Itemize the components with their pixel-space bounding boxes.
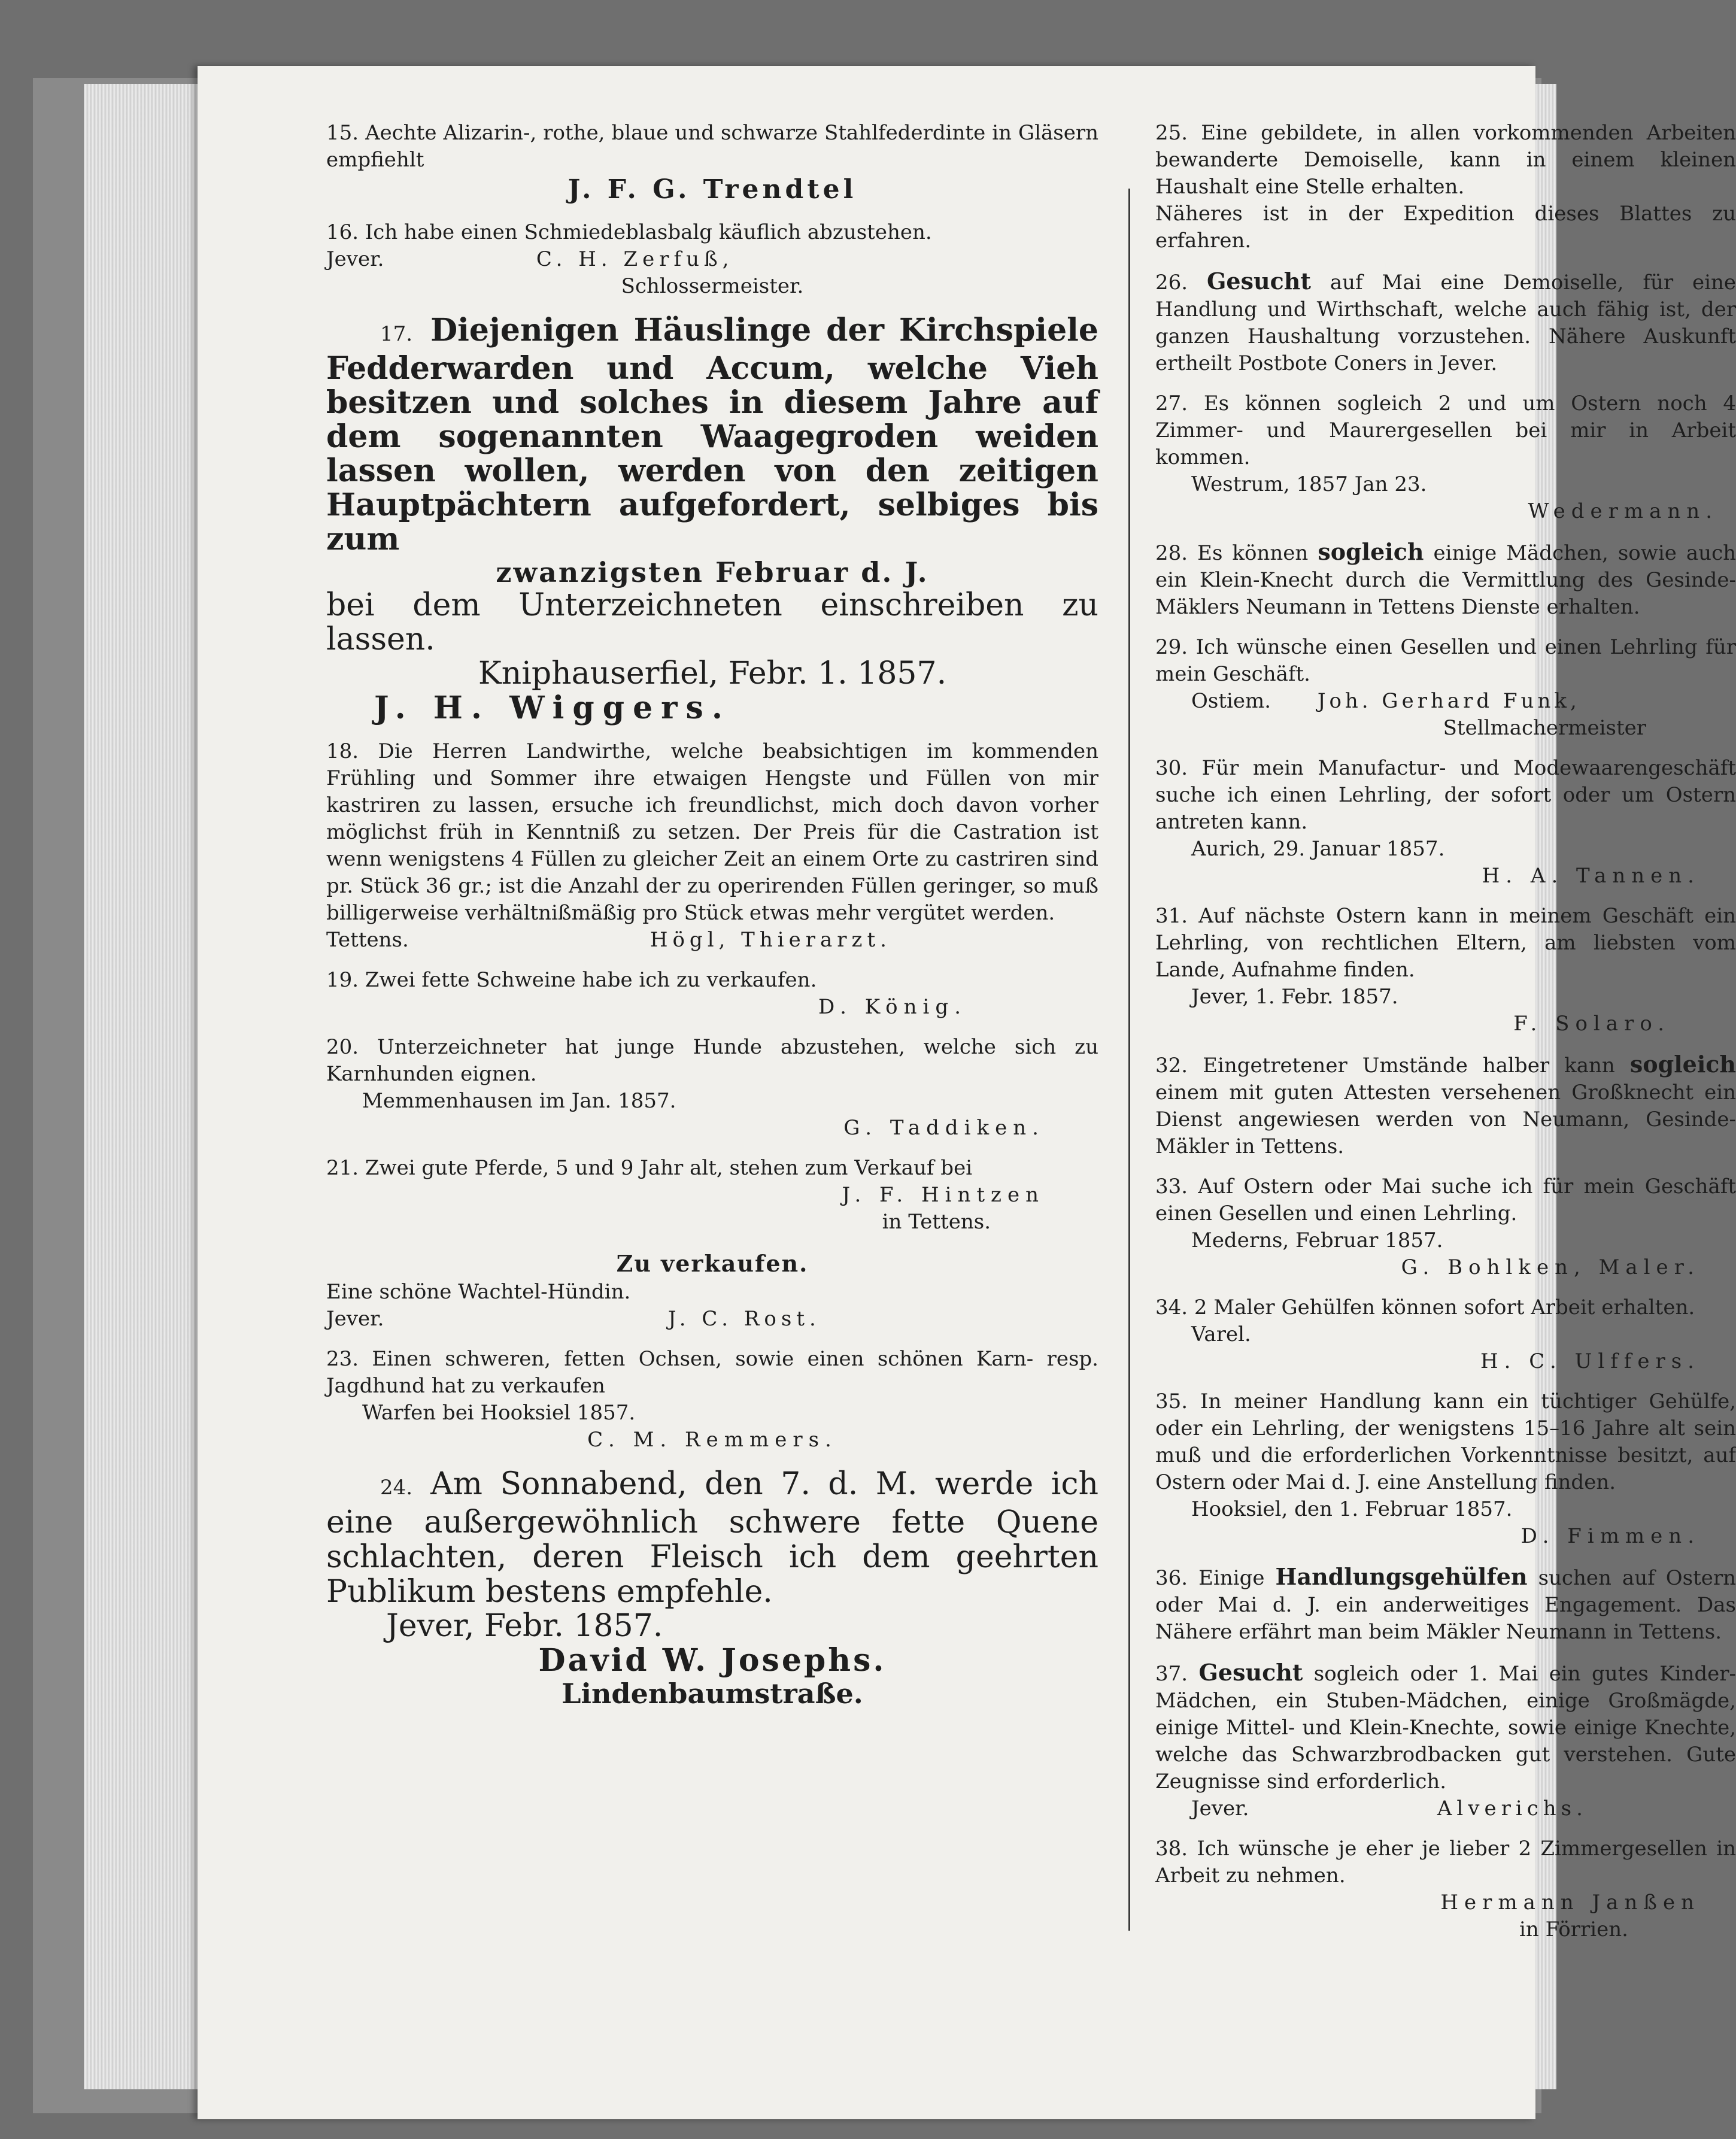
ad-place: Jever.: [326, 1307, 384, 1331]
ad-34: [1155, 1294, 1736, 1375]
ad-text: [1155, 1563, 1736, 1646]
ad-text-2: bei dem Unterzeichneten einschreiben zu lassen.: [326, 587, 1098, 657]
ad-heading: Zu verkaufen.: [616, 1250, 809, 1277]
ad-32: [1155, 1051, 1736, 1160]
ad-signature-title: Stellmachermeister: [1443, 716, 1646, 740]
ad-place: Varel.: [1191, 1322, 1251, 1346]
left-column: [326, 120, 1098, 1723]
ad-signature: Wedermann.: [1528, 499, 1718, 523]
ad-38: [1155, 1835, 1736, 1943]
ad-text: 16. Ich habe einen Schmiedeblasbalg käuflich abzustehen.: [326, 220, 932, 244]
ad-31: [1155, 903, 1736, 1037]
ad-signature: G. Bohlken, Maler.: [1401, 1255, 1700, 1279]
ad-36: [1155, 1563, 1736, 1646]
ad-date: zwanzigsten Februar d. J.: [496, 556, 929, 588]
ad-signature: J. H. Wiggers.: [374, 690, 731, 726]
ad-body: einem mit guten Attesten versehenen Großknecht ein Dienst angewiesen werden von Neumann, Gesinde-Mäkler in Tettens.: [1155, 1081, 1736, 1158]
ad-signature-location: in Tettens.: [882, 1210, 991, 1234]
ad-signature: Alverichs.: [1437, 1797, 1588, 1821]
ad-number: 24.: [380, 1476, 413, 1500]
ad-place: Tettens.: [326, 928, 409, 952]
ad-number: 26.: [1155, 271, 1188, 295]
ad-number: 37.: [1155, 1662, 1188, 1686]
ad-for-sale: [326, 1249, 1098, 1333]
ad-place: Mederns, Februar 1857.: [1191, 1228, 1443, 1252]
ad-place: Memmenhausen im Jan. 1857.: [362, 1089, 676, 1113]
ad-35: [1155, 1388, 1736, 1550]
ad-keyword: sogleich: [1629, 1051, 1736, 1078]
ad-body: Diejenigen Häuslinge der Kirchspiele Fedderwarden und Accum, welche Vieh besitzen und solches in diesem Jahre auf dem sogenannten Waagegroden weiden lassen wollen, werden von den zeitigen Hauptpächtern aufgefordert, selbiges bis zum: [326, 312, 1098, 557]
ad-16: [326, 219, 1098, 300]
ad-text: 25. Eine gebildete, in allen vorkommenden Arbeiten bewanderte Demoiselle, kann in einem kleinen Haushalt eine Stelle erhalten.: [1155, 121, 1736, 199]
ad-number: 17.: [380, 322, 413, 346]
ad-body: einige Mädchen, sowie auch ein Klein-Knecht durch die Vermittlung des Gesinde-Mäklers Neumann in Tettens Dienste erhalten.: [1155, 541, 1736, 619]
ad-text: 19. Zwei fette Schweine habe ich zu verkaufen.: [326, 968, 817, 992]
ad-place: Jever, Febr. 1857.: [386, 1608, 663, 1644]
ad-text: [326, 1467, 1098, 1609]
ad-15: [326, 120, 1098, 206]
ad-23: [326, 1346, 1098, 1454]
ad-signature: C. M. Remmers.: [587, 1428, 837, 1452]
ad-signature: Hermann Janßen: [1440, 1891, 1700, 1915]
ad-signature-line: [326, 1306, 1098, 1333]
ad-signature-title: Schlossermeister.: [621, 274, 804, 298]
ad-text-2: Näheres ist in der Expedition dieses Blattes zu erfahren.: [1155, 202, 1736, 253]
ad-17: [326, 313, 1098, 725]
ad-text: 35. In meiner Handlung kann ein tüchtiger Gehülfe, oder ein Lehrling, der wenigstens 15–16 Jahre alt sein muß und die erforderlichen Vorkenntnisse besitzt, auf Ostern oder Mai d. J. eine Anstellung finden.: [1155, 1389, 1736, 1494]
ad-signature-street: Lindenbaumstraße.: [562, 1677, 863, 1710]
ad-signature-line: [1155, 688, 1736, 715]
ad-signature: J. F. Hintzen: [842, 1183, 1045, 1207]
ad-place: Aurich, 29. Januar 1857.: [1191, 837, 1445, 861]
ad-text: 18. Die Herren Landwirthe, welche beabsichtigen im kommenden Frühling und Sommer ihre etwaigen Hengste und Füllen von mir kastriren zu lassen, ersuche ich freundlichst, mich doch davon vorher möglichst früh in Kenntniß zu setzen. Der Preis für die Castration ist wenn wenigstens 4 Füllen zu gleicher Zeit an einem Orte zu castriren sind pr. Stück 36 gr.; ist die Anzahl der zu operirenden Füllen geringer, so muß billigerweise verhältnißmäßig pro Stück etwas mehr vergütet werden.: [326, 739, 1098, 925]
ad-keyword: Gesucht: [1198, 1659, 1303, 1686]
ad-signature: J. C. Rost.: [667, 1307, 821, 1331]
ad-28: [1155, 538, 1736, 621]
ad-signature: C. H. Zerfuß,: [536, 247, 734, 271]
ad-body: sogleich oder 1. Mai ein gutes Kinder-Mädchen, ein Stuben-Mädchen, einige Großmägde, einige Mittel- und Klein-Knechte, sowie einige Knechte, welche das Schwarzbrodbacken gut verstehen. Gute Zeugnisse sind erforderlich.: [1155, 1662, 1736, 1794]
ad-signature: D. Fimmen.: [1520, 1524, 1700, 1548]
ad-text: Eine schöne Wachtel-Hündin.: [326, 1280, 631, 1304]
ad-place: Jever.: [1191, 1797, 1249, 1821]
ad-keyword: Gesucht: [1206, 268, 1311, 295]
ad-21: [326, 1155, 1098, 1236]
ad-26: [1155, 268, 1736, 377]
ad-text: 21. Zwei gute Pferde, 5 und 9 Jahr alt, stehen zum Verkauf bei: [326, 1156, 973, 1180]
ad-text: 27. Es können sogleich 2 und um Ostern noch 4 Zimmer- und Maurergesellen bei mir in Arbeit kommen.: [1155, 392, 1736, 469]
ad-text: [1155, 268, 1736, 377]
ad-body-pre: 32. Eingetretener Umstände halber kann: [1155, 1054, 1615, 1078]
ad-place: Hooksiel, den 1. Februar 1857.: [1191, 1497, 1513, 1521]
ad-30: [1155, 755, 1736, 890]
ad-text: 31. Auf nächste Ostern kann in meinem Geschäft ein Lehrling, von rechtlichen Eltern, am liebsten vom Lande, Aufnahme finden.: [1155, 904, 1736, 982]
ad-text: [1155, 1051, 1736, 1160]
ad-text: 20. Unterzeichneter hat junge Hunde abzustehen, welche sich zu Karnhunden eignen.: [326, 1035, 1098, 1086]
ad-20: [326, 1034, 1098, 1142]
column-divider: [1128, 189, 1130, 1931]
ad-body-pre: Es können: [1197, 541, 1309, 565]
ad-text: [1155, 1659, 1736, 1795]
ad-place: Kniphauserfiel, Febr. 1. 1857.: [478, 656, 947, 691]
ad-text: 34. 2 Maler Gehülfen können sofort Arbeit erhalten.: [1155, 1295, 1695, 1319]
ad-signature: F. Solaro.: [1513, 1012, 1670, 1036]
ad-signature-line: [326, 927, 1098, 954]
ad-number: 28.: [1155, 541, 1188, 565]
ad-text: 15. Aechte Alizarin-, rothe, blaue und schwarze Stahlfederdinte in Gläsern empfiehlt: [326, 121, 1098, 172]
ad-body: auf Mai eine Demoiselle, für eine Handlung und Wirthschaft, welche auch fähig ist, der ganzen Haushaltung vorzustehen. Nähere Auskunft ertheilt Postbote Coners in Jever.: [1155, 271, 1736, 375]
ad-signature: Joh. Gerhard Funk,: [1317, 689, 1580, 713]
ad-signature: Högl, Thierarzt.: [650, 928, 891, 952]
ad-signature: H. A. Tannen.: [1482, 864, 1700, 888]
ad-place: Jever.: [326, 247, 384, 271]
ad-signature-location: in Förrien.: [1519, 1917, 1628, 1941]
ad-body: Am Sonnabend, den 7. d. M. werde ich eine außergewöhnlich schwere fette Quene schlachten, deren Fleisch ich dem geehrten Publikum bestens empfehle.: [326, 1466, 1098, 1610]
ad-27: [1155, 390, 1736, 525]
ad-place: Ostiem.: [1191, 689, 1271, 713]
newspaper-page: [198, 66, 1736, 2119]
ad-text: 29. Ich wünsche einen Gesellen und einen Lehrling für mein Geschäft.: [1155, 635, 1736, 686]
right-column: [1155, 120, 1736, 1956]
ad-keyword: Handlungsgehülfen: [1275, 1563, 1528, 1590]
ad-signature: G. Taddiken.: [843, 1116, 1045, 1140]
ad-signature: D. König.: [818, 995, 967, 1019]
ad-18: [326, 738, 1098, 954]
ad-text: 33. Auf Ostern oder Mai suche ich für mein Geschäft einen Gesellen und einen Lehrling.: [1155, 1175, 1736, 1225]
ad-19: [326, 967, 1098, 1021]
ad-text: [1155, 538, 1736, 621]
ad-25: [1155, 120, 1736, 254]
ad-place: Westrum, 1857 Jan 23.: [1191, 472, 1427, 496]
ad-24: [326, 1467, 1098, 1710]
ad-text: 23. Einen schweren, fetten Ochsen, sowie einen schönen Karn- resp. Jagdhund hat zu verkaufen: [326, 1347, 1098, 1398]
ad-29: [1155, 634, 1736, 742]
ad-body: suchen auf Ostern oder Mai d. J. ein anderweitiges Engagement. Das Nähere erfährt man beim Mäkler Neumann in Tettens.: [1155, 1566, 1736, 1644]
ad-signature: H. C. Ulffers.: [1480, 1349, 1700, 1373]
ad-signature-line: [326, 246, 1098, 273]
ad-37: [1155, 1659, 1736, 1822]
ad-signature: David W. Josephs.: [538, 1642, 887, 1679]
ad-text: 30. Für mein Manufactur- und Modewaarengeschäft suche ich einen Lehrling, der sofort oder um Ostern antreten kann.: [1155, 756, 1736, 834]
ad-signature: J. F. G. Trendtel: [567, 174, 857, 205]
ad-33: [1155, 1173, 1736, 1281]
ad-keyword: sogleich: [1318, 538, 1424, 565]
ad-text: 38. Ich wünsche je eher je lieber 2 Zimmergesellen in Arbeit zu nehmen.: [1155, 1837, 1736, 1888]
ad-place: Warfen bei Hooksiel 1857.: [362, 1401, 636, 1425]
ad-text: [326, 313, 1098, 556]
ad-signature-line: [1155, 1795, 1736, 1822]
ad-body-pre: 36. Einige: [1155, 1566, 1265, 1590]
ad-place: Jever, 1. Febr. 1857.: [1191, 985, 1398, 1009]
